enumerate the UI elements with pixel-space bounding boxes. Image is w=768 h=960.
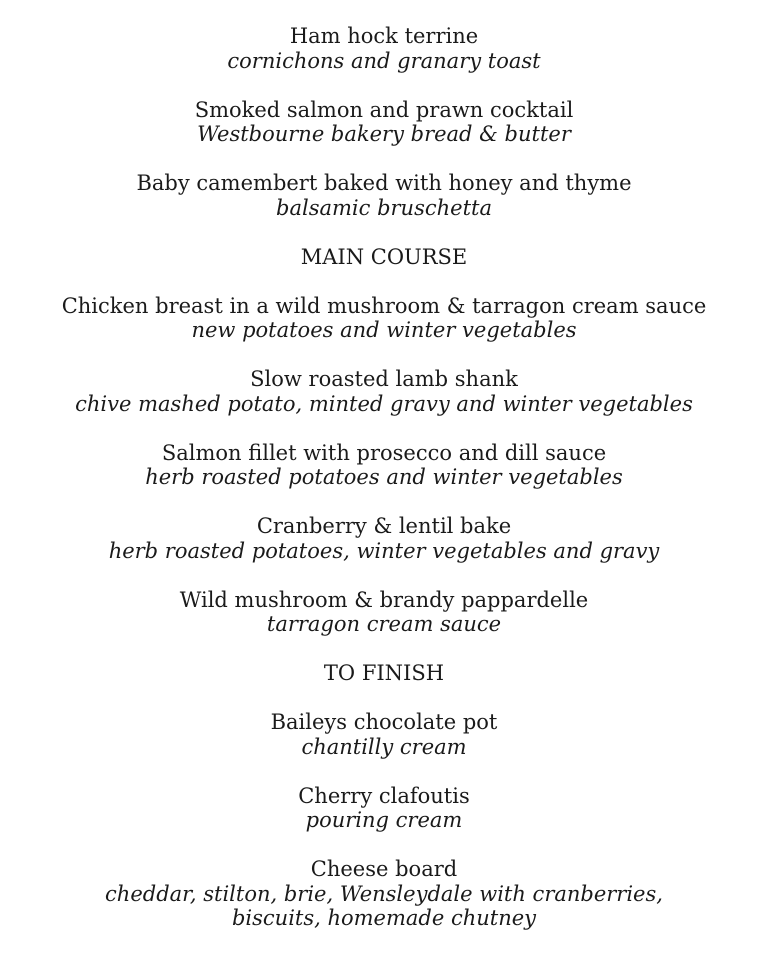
menu-item-description-continued: biscuits, homemade chutney	[231, 906, 537, 930]
menu-item-description: chive mashed potato, minted gravy and winter vegetables	[75, 391, 693, 416]
spacer	[0, 0, 768, 24]
spacer	[0, 269, 768, 294]
menu-item-name: Baby camembert baked with honey and thyme	[136, 171, 632, 195]
menu-item-name: Ham hock terrine	[289, 24, 479, 48]
section-heading-to-finish: TO FINISH	[323, 661, 445, 685]
menu-item-description: tarragon cream sauce	[266, 612, 502, 636]
menu-item-description: herb roasted potatoes and winter vegetables	[145, 465, 623, 489]
menu-item-name: Cherry clafoutis	[298, 783, 470, 808]
menu-item-name: Cranberry & lentil bake	[256, 514, 512, 538]
menu-item-name: Wild mushroom & brandy pappardelle	[179, 587, 589, 612]
menu-item-description: Westbourne bakery bread & butter	[197, 122, 571, 146]
menu-item-name: Cheese board	[310, 857, 458, 881]
menu-item-description: cornichons and granary toast	[227, 48, 541, 73]
menu-item-name: Chicken breast in a wild mushroom & tarragon cream sauce	[61, 293, 707, 318]
spacer	[0, 147, 768, 172]
spacer	[0, 343, 768, 368]
menu-item-name: Slow roasted lamb shank	[250, 367, 518, 391]
menu-item-description: herb roasted potatoes, winter vegetables and gravy	[108, 538, 660, 563]
section-heading-main-course: MAIN COURSE	[300, 244, 468, 269]
menu-item-description: balsamic bruschetta	[276, 195, 492, 220]
spacer	[0, 686, 768, 711]
menu-item-description: cheddar, stilton, brie, Wensleydale with cranberries,	[105, 881, 663, 906]
spacer	[0, 220, 768, 245]
spacer	[0, 759, 768, 784]
spacer	[0, 833, 768, 858]
menu-item-name: Smoked salmon and prawn cocktail	[194, 97, 574, 122]
menu-item-name: Salmon fillet with prosecco and dill sauce	[161, 440, 607, 465]
spacer	[0, 73, 768, 98]
menu-item-description: chantilly cream	[301, 734, 467, 759]
spacer	[0, 637, 768, 662]
menu-item-name: Baileys chocolate pot	[270, 710, 498, 734]
menu-item-description: new potatoes and winter vegetables	[191, 318, 577, 342]
menu-item-description: pouring cream	[305, 808, 463, 832]
spacer	[0, 490, 768, 515]
spacer	[0, 416, 768, 441]
spacer	[0, 563, 768, 588]
